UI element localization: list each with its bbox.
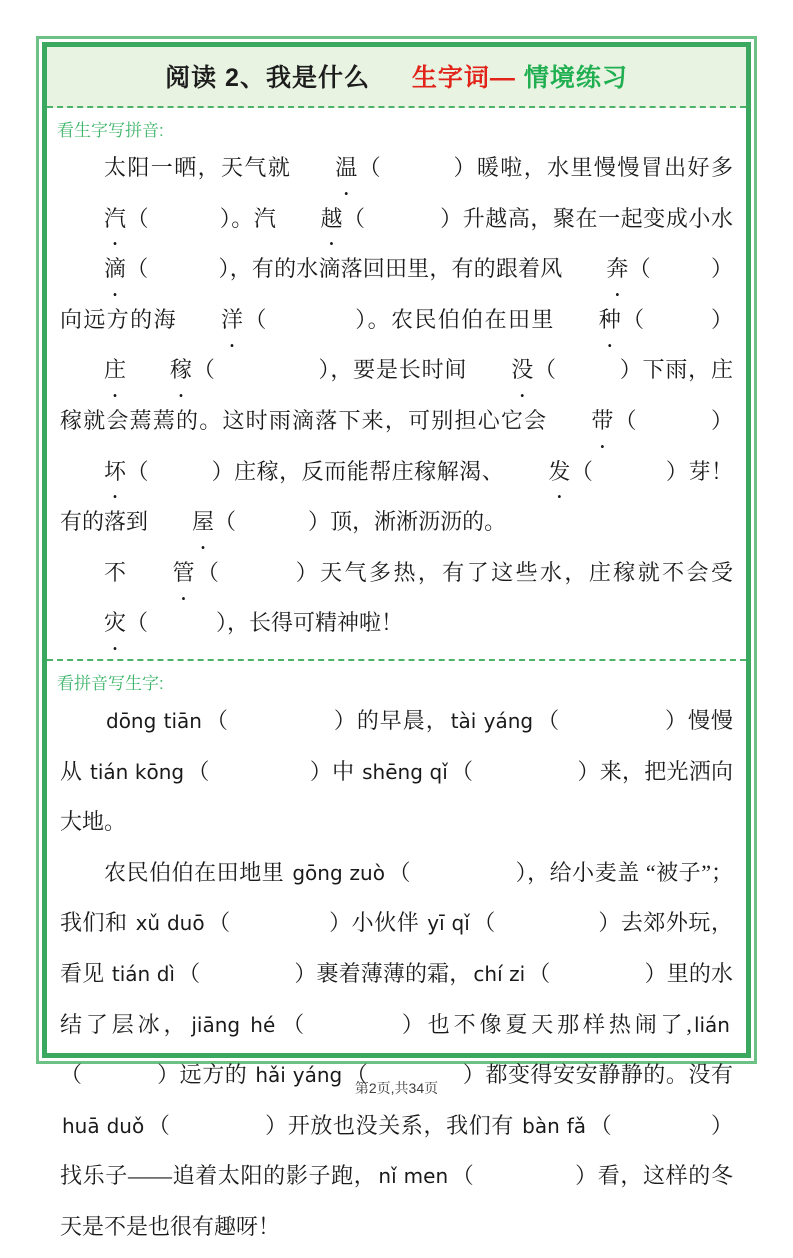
worksheet-paragraph: dōng tiān （ ）的早晨， tài yáng （ ）慢慢从 tián kōng （ ）中 shēng qǐ （ ）来，把光洒向大地。: [60, 707, 733, 835]
worksheet-header: [47, 47, 746, 108]
lesson-title: 阅读 2、我是什么: [165, 64, 370, 92]
pinyin-text: gōng zuò: [292, 860, 385, 885]
emphasized-character: 管: [172, 559, 195, 585]
pinyin-text: chí zi: [473, 961, 526, 986]
answer-blank[interactable]: （ ）: [126, 256, 230, 282]
emphasized-character: 滴: [104, 256, 127, 282]
answer-blank[interactable]: （ ）: [342, 205, 463, 231]
emphasized-character: 带: [591, 407, 614, 433]
answer-blank[interactable]: （ ）: [570, 458, 689, 484]
pinyin-text: huā duǒ: [62, 1113, 145, 1138]
section-body: [47, 141, 746, 655]
section-body: [47, 694, 746, 1258]
topic-title-red: 生字词—: [411, 64, 516, 92]
emphasized-character: 温: [335, 155, 358, 180]
answer-blank[interactable]: （ ）: [192, 357, 331, 383]
topic-title-green: 情境练习: [523, 64, 628, 92]
answer-blank[interactable]: （ ）: [126, 610, 228, 636]
pinyin-text: bàn fǎ: [522, 1113, 587, 1138]
answer-blank[interactable]: （ ）: [536, 707, 688, 733]
answer-blank[interactable]: （ ）: [204, 707, 357, 733]
pinyin-text: tài yáng: [450, 708, 534, 733]
answer-blank[interactable]: （ ）: [187, 758, 333, 784]
emphasized-character: 稼: [170, 357, 193, 383]
answer-blank[interactable]: （ ）: [450, 758, 600, 784]
pinyin-text: tián dì: [111, 961, 175, 986]
emphasized-character: 洋: [220, 306, 243, 332]
emphasized-character: 发: [548, 458, 571, 484]
pinyin-text: jiāng hé: [191, 1012, 276, 1037]
pinyin-text: dōng tiān: [106, 708, 202, 733]
section-pinyin-to-characters: [47, 661, 746, 1258]
pinyin-text: shēng qǐ: [362, 759, 448, 784]
answer-blank[interactable]: （ ）: [533, 357, 643, 383]
answer-blank[interactable]: （ ）: [345, 1062, 486, 1088]
answer-blank[interactable]: （ ）: [357, 155, 477, 180]
answer-blank[interactable]: （ ）: [528, 960, 667, 986]
emphasized-character: 屋: [192, 509, 215, 535]
answer-blank[interactable]: （ ）: [126, 205, 232, 231]
section-characters-to-pinyin: [47, 108, 746, 655]
answer-blank[interactable]: （ ）: [589, 1112, 733, 1138]
pinyin-text: yī qǐ: [427, 911, 470, 936]
emphasized-character: 灾: [104, 610, 127, 636]
answer-blank[interactable]: （ ）: [147, 1112, 288, 1138]
answer-blank[interactable]: （ ）: [60, 1062, 180, 1088]
answer-blank[interactable]: （ ）: [451, 1163, 598, 1189]
answer-blank[interactable]: （ ）: [278, 1011, 428, 1037]
answer-blank[interactable]: （ ）: [177, 960, 317, 986]
emphasized-character: 种: [598, 306, 621, 332]
emphasized-character: 奔: [606, 256, 629, 282]
emphasized-character: 没: [511, 357, 534, 383]
worksheet-paragraph: 太阳一晒，天气就 温（ ）暖啦，水里慢慢冒出好多汽（ ）。汽 越（ ）升越高，聚在一起变成小水滴（ ），有的水滴落回田里，有的跟着风 奔（ ）向远方的海 洋（ ）。农民伯伯在田里 种（ ）庄 稼（ ），要是长时间 没（ ）下雨，庄稼就会蔫蔫的。这时雨滴落下来，可别担心它会 带（ ）坏（ ）庄稼，反而能帮庄稼解渴、 发（ ）芽！有的落到 屋（ ）顶，淅淅沥沥的。: [60, 143, 733, 548]
section-label: 看拼音写生字:: [57, 673, 164, 693]
pinyin-text: tián kōng: [90, 759, 185, 784]
emphasized-character: 坏: [104, 458, 127, 484]
emphasized-character: 越: [320, 205, 343, 231]
answer-blank[interactable]: （ ）: [126, 458, 235, 484]
answer-blank[interactable]: （ ）: [628, 256, 733, 282]
answer-blank[interactable]: （ ）: [207, 910, 352, 936]
answer-blank[interactable]: （ ）: [472, 910, 621, 936]
worksheet-paragraph: 农民伯伯在田地里 gōng zuò （ ），给小麦盖 “被子”；我们和 xǔ duō （ ）小伙伴 yī qǐ （ ）去郊外玩，看见 tián dì （ ）裹着薄薄的霜， chí zi （ ）里的水结了层冰， jiāng hé （ ）也不像夏天那样热闹了, lián（ ）远方的 hǎi yáng （ ）都变得安安静静的。没有 huā duǒ （ ）开放也没关系，我们有 bàn fǎ （ ）找乐子——追着太阳的影子跑， nǐ men （ ）看，这样的冬天是不是也很有趣呀！: [60, 859, 733, 1239]
worksheet-paragraph: 不 管（ ）天气多热，有了这些水，庄稼就不会受灾（ ），长得可精神啦！: [60, 548, 733, 649]
pinyin-text: lián: [693, 1012, 730, 1037]
answer-blank[interactable]: （ ）: [214, 509, 331, 535]
answer-blank[interactable]: （ ）: [194, 559, 321, 585]
pinyin-text: hǎi yáng: [255, 1063, 343, 1088]
page-number: 第2页,共34页: [354, 1080, 439, 1096]
answer-blank[interactable]: （ ）: [243, 306, 368, 332]
answer-blank[interactable]: （ ）: [620, 306, 733, 332]
emphasized-character: 庄: [104, 357, 127, 383]
answer-blank[interactable]: （ ）: [613, 407, 733, 433]
emphasized-character: 汽: [104, 205, 127, 231]
pinyin-text: nǐ men: [378, 1164, 449, 1189]
section-label: 看生字写拼音:: [57, 121, 164, 140]
pinyin-text: xǔ duō: [135, 911, 205, 936]
answer-blank[interactable]: （ ）: [387, 859, 528, 885]
